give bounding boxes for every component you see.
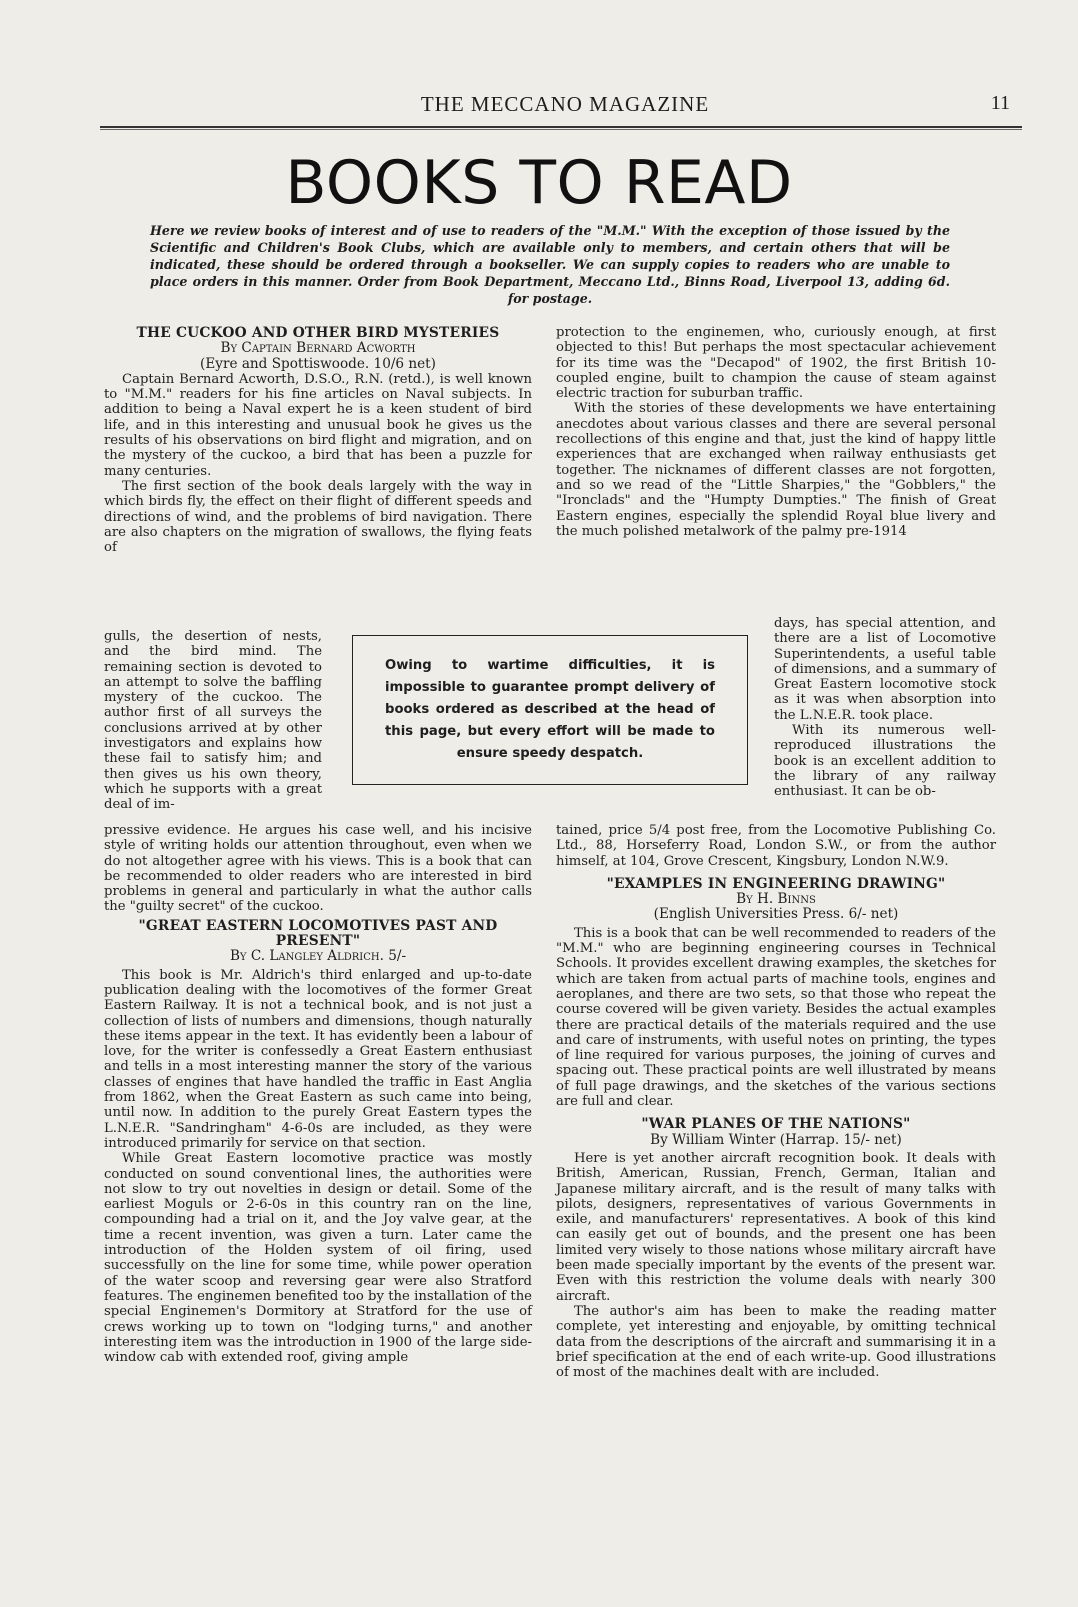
wartime-notice-text: Owing to wartime difficulties, it is impossible to guarantee prompt delivery of books ordered as described at the head of this page, but every effort will be made to ensure speedy despatch. <box>385 658 715 761</box>
page-title: BOOKS TO READ <box>285 148 793 218</box>
magazine-name: THE MECCANO MAGAZINE <box>420 92 710 116</box>
left-column-lower <box>104 823 532 1365</box>
review-text-cuckoo-2b: gulls, the desertion of nests, and the bird mind. The remaining section is devoted to an attempt to solve the baffling mystery of the cuckoo. The author first of all surveys the conclusions arrived at by other investigators and explains how these fail to satisfy him; and then gives us his own theory, which he supports with a great deal of im- <box>104 629 322 813</box>
review-text-ge-2: While Great Eastern locomotive practice was mostly conducted on sound conventional lines, the authorities were not slow to try out novelties in design or detail. Some of the earliest Moguls or 2-6-0s in this country ran on the line, compounding had a trial on it, and the Joy valve gear, at the time a recent invention, was given a turn. Later came the introduction of the Holden system of oil firing, used successfully on the line for some time, while power operation of the water scoop and reversing gear were also Stratford features. The enginemen benefited too by the installation of the special Enginemen's Dormitory at Stratford for the use of crews working up to town on "lodging turns," and another interesting item was the introduction in 1900 of the large side-window cab with extended roof, giving ample <box>104 1151 532 1366</box>
left-column-narrow <box>104 629 322 813</box>
review-text-ge-4: With the stories of these developments we have entertaining anecdotes about various classes and there are several personal recollections of this engine and that, just the kind of happy little experiences that are exchanged when railway enthusiasts get together. The nicknames of different classes are not forgotten, and so we read of the "Little Sharpies," the "Gobblers," the "Ironclads" and the "Humpty Dumpties." The finish of Great Eastern engines, especially the splendid Royal blue livery and the much polished metalwork of the palmy pre-1914 <box>556 401 996 539</box>
review-text-ge-3: protection to the enginemen, who, curiously enough, at first objected to this! But perhaps the most spectacular achievement for its time was the "Decapod" of 1902, the first British 10-coupled engine, built to champion the cause of steam against electric traction for suburban traffic. <box>556 325 996 402</box>
review-byline-great-eastern: By C. Langley Aldrich. 5/- <box>229 948 407 965</box>
review-byline-engineering: By H. Binns <box>736 891 816 908</box>
wartime-notice-box <box>352 635 748 785</box>
review-text-ge-5b: tained, price 5/4 post free, from the Locomotive Publishing Co. Ltd., 88, Horseferry Road, London S.W., or from the author himself, at 104, Grove Crescent, Kingsbury, London N.W.9. <box>556 823 996 869</box>
intro-paragraph: Here we review books of interest and of use to readers of the "M.M." With the exception of those issued by the Scientific and Children's Book Clubs, which are available only to members, and certain others that will be indicated, these should be ordered through a bookseller. We can supply copies to readers who are unable to place orders in this manner. Order from Book Department, Meccano Ltd., Binns Road, Liverpool 13, adding 6d. for postage. <box>150 223 950 306</box>
review-title-war-planes: "WAR PLANES OF THE NATIONS" <box>641 1116 911 1133</box>
header-rule <box>100 126 1022 128</box>
review-text-ge-4b: days, has special attention, and there are a list of Locomotive Superintendents, a useful table of dimensions, and a summary of Great Eastern locomotive stock as it was when absorption into the L.N.E.R. took place. <box>774 616 996 723</box>
review-text-cuckoo-1: Captain Bernard Acworth, D.S.O., R.N. (retd.), is well known to "M.M." readers for his fine articles on Naval subjects. In addition to being a Naval expert he is a keen student of bird life, and in this interesting and unusual book he gives us the results of his observations on bird flight and migration, and on the mystery of the cuckoo, a bird that has been a puzzle for many centuries. <box>104 371 532 479</box>
review-text-cuckoo-2c: pressive evidence. He argues his case well, and his incisive style of writing holds our attention throughout, even when we do not altogether agree with his views. This is a book that can be recommended to older readers who are interested in bird problems in general and particularly in what the author calls the "guilty secret" of the cuckoo. <box>104 823 532 915</box>
review-title-great-eastern: "GREAT EASTERN LOCOMOTIVES PAST AND PRESENT" <box>138 917 498 950</box>
review-text-ge-5: With its numerous well-reproduced illustrations the book is an excellent addition to the library of any railway enthusiast. It can be ob- <box>774 723 996 800</box>
page-number: 11 <box>990 92 1010 114</box>
running-head <box>100 92 1030 122</box>
review-text-cuckoo-2: The first section of the book deals largely with the way in which birds fly, the effect on their flight of different speeds and directions of wind, and the problems of bird navigation. There are also chapters on the migration of swallows, the flying feats of <box>104 478 532 556</box>
review-title-cuckoo: THE CUCKOO AND OTHER BIRD MYSTERIES <box>136 325 500 341</box>
review-text-ge-1: This book is Mr. Aldrich's third enlarged and up-to-date publication dealing with the locomotives of the former Great Eastern Railway. It is not a technical book, and is not just a collection of lists of numbers and dimensions, though naturally these items appear in the text. It has evidently been a labour of love, for the writer is confessedly a Great Eastern enthusiast and tells in a most interesting manner the story of the various classes of engines that have handled the traffic in East Anglia from 1862, when the Great Eastern as such came into being, until now. In addition to the purely Great Eastern types the L.N.E.R. "Sandringham" 4-6-0s are included, as they were introduced primarily for service on that section. <box>104 967 532 1151</box>
left-column-top <box>104 326 532 555</box>
right-column-lower <box>556 823 996 1380</box>
review-text-war-planes-1: Here is yet another aircraft recognition book. It deals with British, American, Russian, French, German, Italian and Japanese military aircraft, and is the result of many talks with pilots, designers, representatives of various Governments in exile, and manufacturers' representatives. A book of this kind can easily get out of bounds, and the present one has been limited very wisely to those nations whose military aircraft have been made specially important by the events of the present war. Even with this restriction the volume deals with nearly 300 aircraft. <box>556 1150 996 1304</box>
review-title-engineering: "EXAMPLES IN ENGINEERING DRAWING" <box>606 875 946 892</box>
review-publisher-cuckoo: (Eyre and Spottiswoode. 10/6 net) <box>200 355 436 372</box>
right-column-narrow <box>774 616 996 800</box>
review-byline-war-planes: By William Winter (Harrap. 15/- net) <box>650 1131 902 1148</box>
review-text-engineering: This is a book that can be well recommended to readers of the "M.M." who are beginning engineering courses in Technical Schools. It provides excellent drawing examples, the sketches for which are taken from actual parts of machine tools, engines and aeroplanes, and there are two sets, so that those who repeat the course covered will be given variety. Besides the actual examples there are practical details of the materials required and the use and care of instruments, with useful notes on printing, the types of line required for various purposes, the joining of curves and spacing out. These practical points are well illustrated by means of full page drawings, and the sketches of the various sections are full and clear. <box>556 925 996 1110</box>
right-column-top <box>556 325 996 539</box>
review-publisher-engineering: (English Universities Press. 6/- net) <box>653 906 899 923</box>
header-rule-thin <box>100 129 1022 130</box>
review-text-war-planes-2: The author's aim has been to make the reading matter complete, yet interesting and enjoyable, by omitting technical data from the descriptions of the aircraft and summarising it in a brief specification at the end of each write-up. Good illustrations of most of the machines dealt with are included. <box>556 1303 996 1381</box>
review-byline-cuckoo: By Captain Bernard Acworth <box>220 340 416 357</box>
